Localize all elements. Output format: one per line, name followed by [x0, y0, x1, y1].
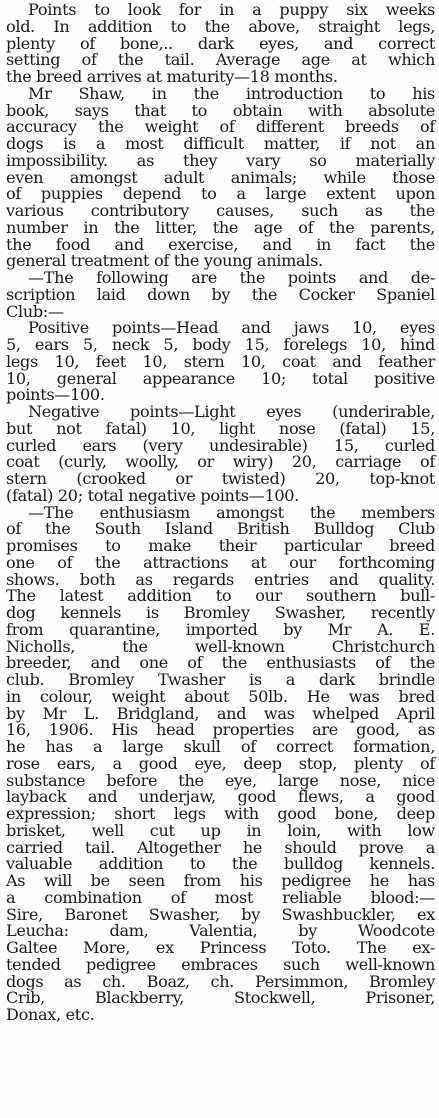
text-line: club. Bromley Twasher is a dark brindle — [6, 670, 435, 689]
text-line: The latest addition to our southern bull- — [6, 586, 435, 606]
text-line: expression; short legs with good bone, deep — [6, 804, 435, 823]
text-line: he has a large skull of correct formation, — [6, 737, 435, 756]
text-line: various contributory causes, such as the — [6, 201, 435, 220]
text-line: by Mr L. Bridgland, and was whelped April — [6, 703, 435, 723]
article-paragraph — [6, 83, 435, 271]
text-line: promises to make their particular breed — [6, 536, 435, 555]
text-line: number in the litter, the age of the parents, — [6, 217, 435, 237]
text-line: one of the attractions at our forthcoming — [6, 552, 435, 572]
text-line: from quarantine, imported by Mr A. E. — [6, 619, 435, 639]
text-line: old. In addition to the above, straight legs, — [6, 16, 435, 36]
text-line: Club:— — [6, 301, 64, 321]
text-line: Mr Shaw, in the introduction to his — [28, 83, 435, 103]
text-line: —The enthusiasm amongst the members — [28, 502, 435, 522]
text-line: dogs as ch. Boaz, ch. Persimmon, Bromley — [6, 971, 435, 991]
text-line: shows. both as regards entries and quality. — [6, 569, 435, 589]
text-line: in colour, weight about 50lb. He was bred — [6, 686, 435, 706]
text-line: coat (curly, woolly, or wiry) 20, carriage of — [6, 452, 435, 472]
article-paragraph — [6, 320, 435, 404]
text-line: brisket, well cut up in loin, with low — [6, 820, 435, 840]
article-paragraph — [6, 502, 435, 1024]
text-line: book, says that to obtain with absolute — [6, 100, 435, 120]
text-line: 5, ears 5, neck 5, body 15, forelegs 10, hind — [6, 335, 435, 354]
text-line: Galtee More, ex Princess Toto. The ex- — [6, 938, 435, 957]
text-line: Points to look for in a puppy six weeks — [28, 0, 435, 19]
text-line: substance before the eye, large nose, nice — [6, 770, 435, 790]
text-line: the food and exercise, and in fact the — [6, 234, 435, 254]
text-line: tended pedigree embraces such well-known — [6, 954, 435, 974]
text-line: plenty of bone,.. dark eyes, and correct — [6, 33, 435, 53]
text-line: (fatal) 20; total negative points—100. — [6, 485, 299, 505]
text-line: but not fatal) 10, light nose (fatal) 15, — [6, 418, 435, 438]
text-line: the breed arrives at maturity—18 months. — [6, 67, 338, 86]
article-paragraph — [6, 404, 435, 505]
text-line: legs 10, feet 10, stern 10, coat and feather — [6, 351, 435, 371]
article-paragraph — [6, 2, 435, 86]
text-line: valuable addition to the bulldog kennels. — [6, 854, 435, 874]
text-line: As will be seen from his pedigree he has — [6, 871, 435, 890]
text-line: Nicholls, the well-known Christchurch — [6, 636, 435, 656]
text-line: dogs is a most difficult matter, if not an — [6, 134, 435, 153]
text-line: Leucha: dam, Valentia, by Woodcote — [6, 921, 435, 941]
text-line: carried tail. Altogether he should prove a — [6, 837, 435, 857]
text-line: Sire, Baronet Swasher, by Swashbuckler, ex — [6, 904, 435, 924]
text-line: curled ears (very undesirable) 15, curled — [6, 435, 435, 455]
text-line: rose ears, a good eye, deep stop, plenty of — [6, 753, 435, 773]
text-line: breeder, and one of the enthusiasts of the — [6, 653, 435, 673]
text-line: —The following are the points and de- — [28, 268, 435, 287]
text-line: points—100. — [6, 385, 105, 405]
text-line: of the South Island British Bulldog Club — [6, 519, 435, 539]
text-line: Donax, etc. — [6, 1005, 95, 1024]
text-line: even amongst adult animals; while those — [6, 167, 435, 187]
text-line: a combination of most reliable blood:— — [6, 887, 435, 907]
text-line: of puppies depend to a large extent upon — [6, 184, 435, 204]
text-line: Crib, Blackberry, Stockwell, Prisoner, — [6, 988, 435, 1008]
text-line: accuracy the weight of different breeds of — [6, 117, 435, 137]
text-line: setting of the tail. Average age at which — [6, 50, 435, 70]
text-line: stern (crooked or twisted) 20, top-knot — [6, 469, 435, 488]
text-line: layback and underjaw, good flews, a good — [6, 787, 435, 807]
text-line: 16, 1906. His head properties are good, as — [6, 720, 435, 740]
text-line: Positive points—Head and jaws 10, eyes — [28, 318, 435, 338]
text-line: 10, general appearance 10; total positive — [6, 368, 435, 388]
text-line: Negative points—Light eyes (underirable, — [28, 402, 435, 421]
text-line: dog kennels is Bromley Swasher, recently — [6, 603, 435, 622]
article-paragraph — [6, 270, 435, 320]
text-line: impossibility. as they vary so materially — [6, 150, 435, 170]
text-line: scription laid down by the Cocker Spaniel — [6, 284, 435, 304]
text-line: general treatment of the young animals. — [6, 251, 323, 271]
